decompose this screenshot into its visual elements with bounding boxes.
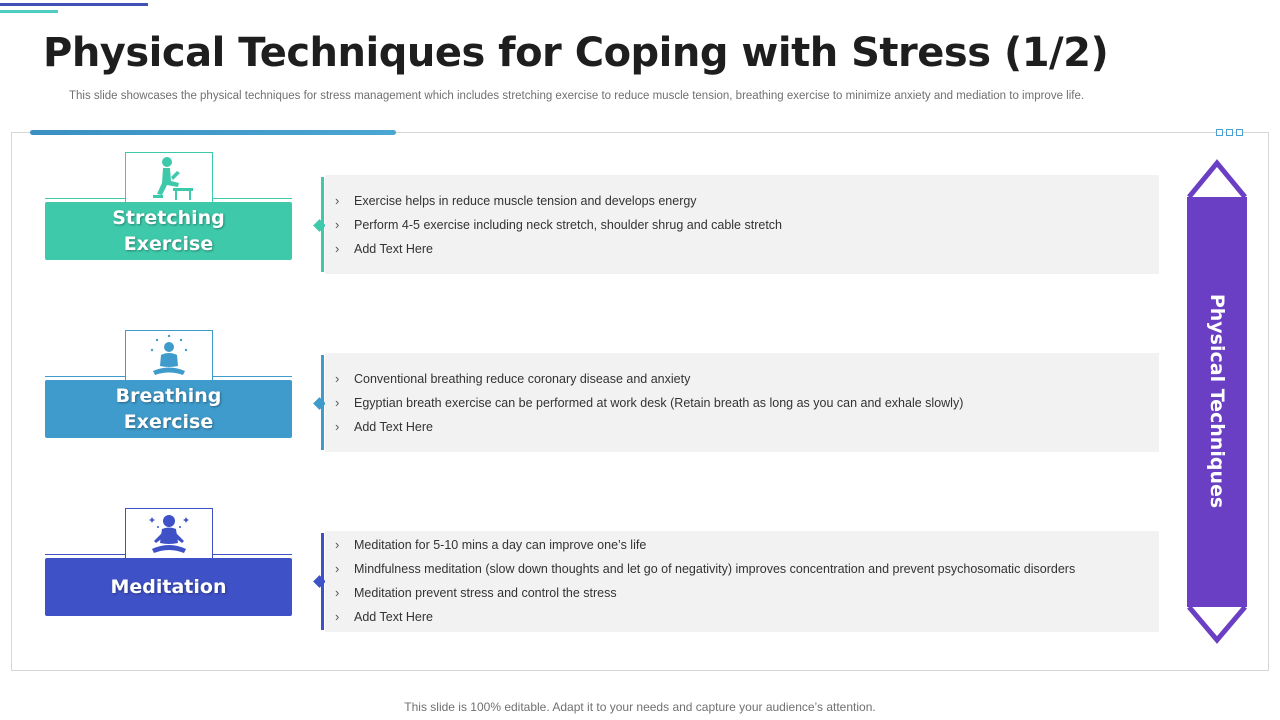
list-item: › Add Text Here xyxy=(335,241,433,256)
label-line-1: Meditation xyxy=(110,576,227,598)
list-item: › Meditation for 5-10 mins a day can improve one’s life xyxy=(335,537,647,552)
meditation-content-panel xyxy=(325,531,1159,632)
list-item: › Mindfulness meditation (slow down thoughts and let go of negativity) improves concentration and prevent psychosomatic disorders xyxy=(335,561,1076,576)
label-line-2: Exercise xyxy=(123,233,214,255)
breathing-content-panel xyxy=(325,353,1159,452)
list-item: › Meditation prevent stress and control the stress xyxy=(335,585,617,600)
label-line-2: Exercise xyxy=(123,411,214,433)
label-line-1: Breathing xyxy=(115,385,222,407)
breathing-person-icon xyxy=(147,333,191,379)
list-item: › Perform 4-5 exercise including neck stretch, shoulder shrug and cable stretch xyxy=(335,217,782,232)
list-item: › Exercise helps in reduce muscle tension and develops energy xyxy=(335,193,697,208)
banner-label: Physical Techniques xyxy=(1206,293,1228,509)
meditation-icon-box xyxy=(125,508,213,560)
meditation-person-icon xyxy=(144,511,194,557)
breathing-icon-box xyxy=(125,330,213,382)
frame-accent-bar xyxy=(30,130,396,135)
stretching-content-panel xyxy=(325,175,1159,274)
list-item: › Conventional breathing reduce coronary disease and anxiety xyxy=(335,371,691,386)
stretching-label xyxy=(45,202,292,260)
decorative-squares xyxy=(1216,129,1243,136)
list-item: › Add Text Here xyxy=(335,419,433,434)
breathing-label xyxy=(45,380,292,438)
list-item: › Add Text Here xyxy=(335,609,433,624)
stretching-person-icon xyxy=(143,155,195,201)
stretching-icon-box xyxy=(125,152,213,204)
slide-footer: This slide is 100% editable. Adapt it to your needs and capture your audience’s attention. xyxy=(404,700,876,714)
label-line-1: Stretching xyxy=(112,207,225,229)
meditation-label xyxy=(45,558,292,616)
list-item: › Egyptian breath exercise can be performed at work desk (Retain breath as long as you can and exhale slowly) xyxy=(335,395,964,410)
slide-title: Physical Techniques for Coping with Stress (1/2) xyxy=(43,30,1109,76)
slide-subtitle: This slide showcases the physical techniques for stress management which includes stretching exercise to reduce muscle tension, breathing exercise to minimize anxiety and mediation to improve life. xyxy=(69,90,1085,102)
banner-text-wrap xyxy=(1187,293,1247,509)
